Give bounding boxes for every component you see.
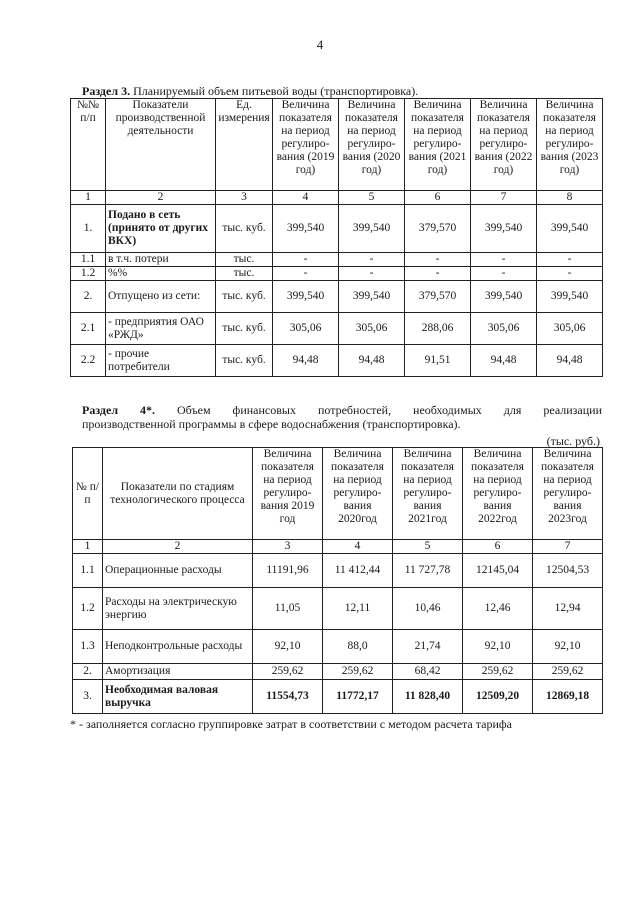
row-value: 259,62	[463, 664, 533, 680]
colnum: 5	[339, 191, 405, 205]
row-unit: тыс.	[216, 267, 273, 281]
header-year-2023: Величина показателя на период регулиро-вания 2023год	[533, 448, 603, 540]
row-value: 379,570	[405, 205, 471, 253]
colnum: 8	[537, 191, 603, 205]
table-row	[71, 267, 603, 281]
row-value: -	[537, 267, 603, 281]
table-row	[71, 345, 603, 377]
row-value: -	[273, 267, 339, 281]
row-value: 11 828,40	[393, 680, 463, 714]
row-value: 11554,73	[253, 680, 323, 714]
section3-title	[82, 84, 602, 98]
table-row	[71, 205, 603, 253]
row-value: -	[537, 253, 603, 267]
row-value: 12,11	[323, 588, 393, 630]
row-value: 92,10	[463, 630, 533, 664]
row-num: 1.2	[71, 267, 106, 281]
section4-title-line1	[82, 403, 602, 417]
row-value: 259,62	[533, 664, 603, 680]
colnum: 3	[253, 540, 323, 554]
row-unit: тыс. куб.	[216, 345, 273, 377]
row-indicator: Амортизация	[103, 664, 253, 680]
row-value: 399,540	[273, 281, 339, 313]
table-row	[73, 664, 603, 680]
row-indicator: Отпущено из сети:	[106, 281, 216, 313]
row-value: 91,51	[405, 345, 471, 377]
row-value: 399,540	[537, 205, 603, 253]
section4-title-text1: Объем финансовых потребностей, необходимых для реализации	[177, 403, 602, 417]
row-value: 92,10	[253, 630, 323, 664]
row-unit: тыс.	[216, 253, 273, 267]
row-indicator: Необходимая валовая выручка	[103, 680, 253, 714]
section3-colnum-row	[71, 191, 603, 205]
colnum: 1	[73, 540, 103, 554]
row-value: 94,48	[537, 345, 603, 377]
table-row	[71, 281, 603, 313]
row-unit: тыс. куб.	[216, 313, 273, 345]
row-indicator: Расходы на электрическую энергию	[103, 588, 253, 630]
row-value: 399,540	[537, 281, 603, 313]
row-value: 12509,20	[463, 680, 533, 714]
header-indicator: Показатели по стадиям технологического процесса	[103, 448, 253, 540]
row-num: 1.3	[73, 630, 103, 664]
row-unit: тыс. куб.	[216, 205, 273, 253]
colnum: 4	[273, 191, 339, 205]
row-value: -	[339, 253, 405, 267]
row-value: 11 412,44	[323, 554, 393, 588]
row-num: 1.1	[71, 253, 106, 267]
row-value: 305,06	[339, 313, 405, 345]
row-value: -	[273, 253, 339, 267]
row-value: -	[405, 267, 471, 281]
unit-note: (тыс. руб.)	[546, 434, 600, 448]
row-num: 3.	[73, 680, 103, 714]
table-row	[73, 554, 603, 588]
colnum: 5	[393, 540, 463, 554]
row-value: 88,0	[323, 630, 393, 664]
row-indicator: Операционные расходы	[103, 554, 253, 588]
row-value: 68,42	[393, 664, 463, 680]
row-value: 259,62	[253, 664, 323, 680]
colnum: 3	[216, 191, 273, 205]
row-value: 12869,18	[533, 680, 603, 714]
row-value: 10,46	[393, 588, 463, 630]
row-value: 12504,53	[533, 554, 603, 588]
row-value: 94,48	[471, 345, 537, 377]
table-row	[73, 588, 603, 630]
row-value: 259,62	[323, 664, 393, 680]
table-row	[73, 630, 603, 664]
row-value: 11191,96	[253, 554, 323, 588]
row-value: 11772,17	[323, 680, 393, 714]
row-num: 1.1	[73, 554, 103, 588]
header-year-2023: Величина показателя на период регулиро-вания (2023 год)	[537, 99, 603, 191]
header-num: № п/п	[73, 448, 103, 540]
section4-title-line2: производственной программы в сфере водоснабжения (транспортировка).	[82, 417, 461, 431]
row-indicator: Неподконтрольные расходы	[103, 630, 253, 664]
row-num: 2.2	[71, 345, 106, 377]
table-row	[73, 680, 603, 714]
row-value: 305,06	[273, 313, 339, 345]
row-value: 379,570	[405, 281, 471, 313]
colnum: 7	[533, 540, 603, 554]
row-value: -	[405, 253, 471, 267]
header-year-2020: Величина показателя на период регулиро-вания (2020 год)	[339, 99, 405, 191]
row-num: 1.2	[73, 588, 103, 630]
row-indicator: в т.ч. потери	[106, 253, 216, 267]
row-num: 1.	[71, 205, 106, 253]
row-indicator: - предприятия ОАО «РЖД»	[106, 313, 216, 345]
header-num: №№ п/п	[71, 99, 106, 191]
header-year-2022: Величина показателя на период регулиро-вания (2022 год)	[471, 99, 537, 191]
header-year-2022: Величина показателя на период регулиро-вания 2022год	[463, 448, 533, 540]
footnote: * - заполняется согласно группировке затрат в соответствии с методом расчета тарифа	[70, 717, 512, 731]
row-value: -	[471, 267, 537, 281]
row-value: 399,540	[471, 205, 537, 253]
row-value: 12145,04	[463, 554, 533, 588]
row-value: 399,540	[471, 281, 537, 313]
row-value: 399,540	[273, 205, 339, 253]
row-num: 2.	[73, 664, 103, 680]
row-value: 305,06	[537, 313, 603, 345]
table-row	[71, 313, 603, 345]
section3-title-text: Планируемый объем питьевой воды (транспортировка).	[133, 84, 419, 98]
colnum: 2	[106, 191, 216, 205]
section3-header-row	[71, 99, 603, 191]
section3-label: Раздел 3.	[82, 84, 131, 98]
header-year-2019: Величина показателя на период регулиро-вания (2019 год)	[273, 99, 339, 191]
row-value: -	[339, 267, 405, 281]
colnum: 1	[71, 191, 106, 205]
row-value: 11,05	[253, 588, 323, 630]
row-value: 94,48	[339, 345, 405, 377]
table-row	[71, 253, 603, 267]
colnum: 7	[471, 191, 537, 205]
colnum: 2	[103, 540, 253, 554]
colnum: 6	[463, 540, 533, 554]
row-value: 92,10	[533, 630, 603, 664]
header-year-2021: Величина показателя на период регулиро-вания 2021год	[393, 448, 463, 540]
row-value: 399,540	[339, 281, 405, 313]
row-value: 305,06	[471, 313, 537, 345]
header-year-2019: Величина показателя на период регулиро-вания 2019 год	[253, 448, 323, 540]
row-unit: тыс. куб.	[216, 281, 273, 313]
header-indicator: Показатели производственной деятельности	[106, 99, 216, 191]
header-year-2020: Величина показателя на период регулиро-вания 2020год	[323, 448, 393, 540]
section4-colnum-row	[73, 540, 603, 554]
row-value: 12,46	[463, 588, 533, 630]
section4-header-row	[73, 448, 603, 540]
row-num: 2.1	[71, 313, 106, 345]
row-indicator: - прочие потребители	[106, 345, 216, 377]
section4-label: Раздел 4*.	[82, 403, 156, 417]
row-indicator: Подано в сеть (принято от других ВКХ)	[106, 205, 216, 253]
colnum: 4	[323, 540, 393, 554]
colnum: 6	[405, 191, 471, 205]
row-value: 12,94	[533, 588, 603, 630]
row-value: 21,74	[393, 630, 463, 664]
row-num: 2.	[71, 281, 106, 313]
row-value: 399,540	[339, 205, 405, 253]
row-indicator: %%	[106, 267, 216, 281]
header-unit: Ед. измерения	[216, 99, 273, 191]
section3-table	[70, 98, 603, 377]
row-value: 11 727,78	[393, 554, 463, 588]
row-value: 94,48	[273, 345, 339, 377]
section4-table	[72, 447, 603, 714]
row-value: -	[471, 253, 537, 267]
header-year-2021: Величина показателя на период регулиро-вания (2021 год)	[405, 99, 471, 191]
page-number: 4	[316, 37, 324, 52]
row-value: 288,06	[405, 313, 471, 345]
